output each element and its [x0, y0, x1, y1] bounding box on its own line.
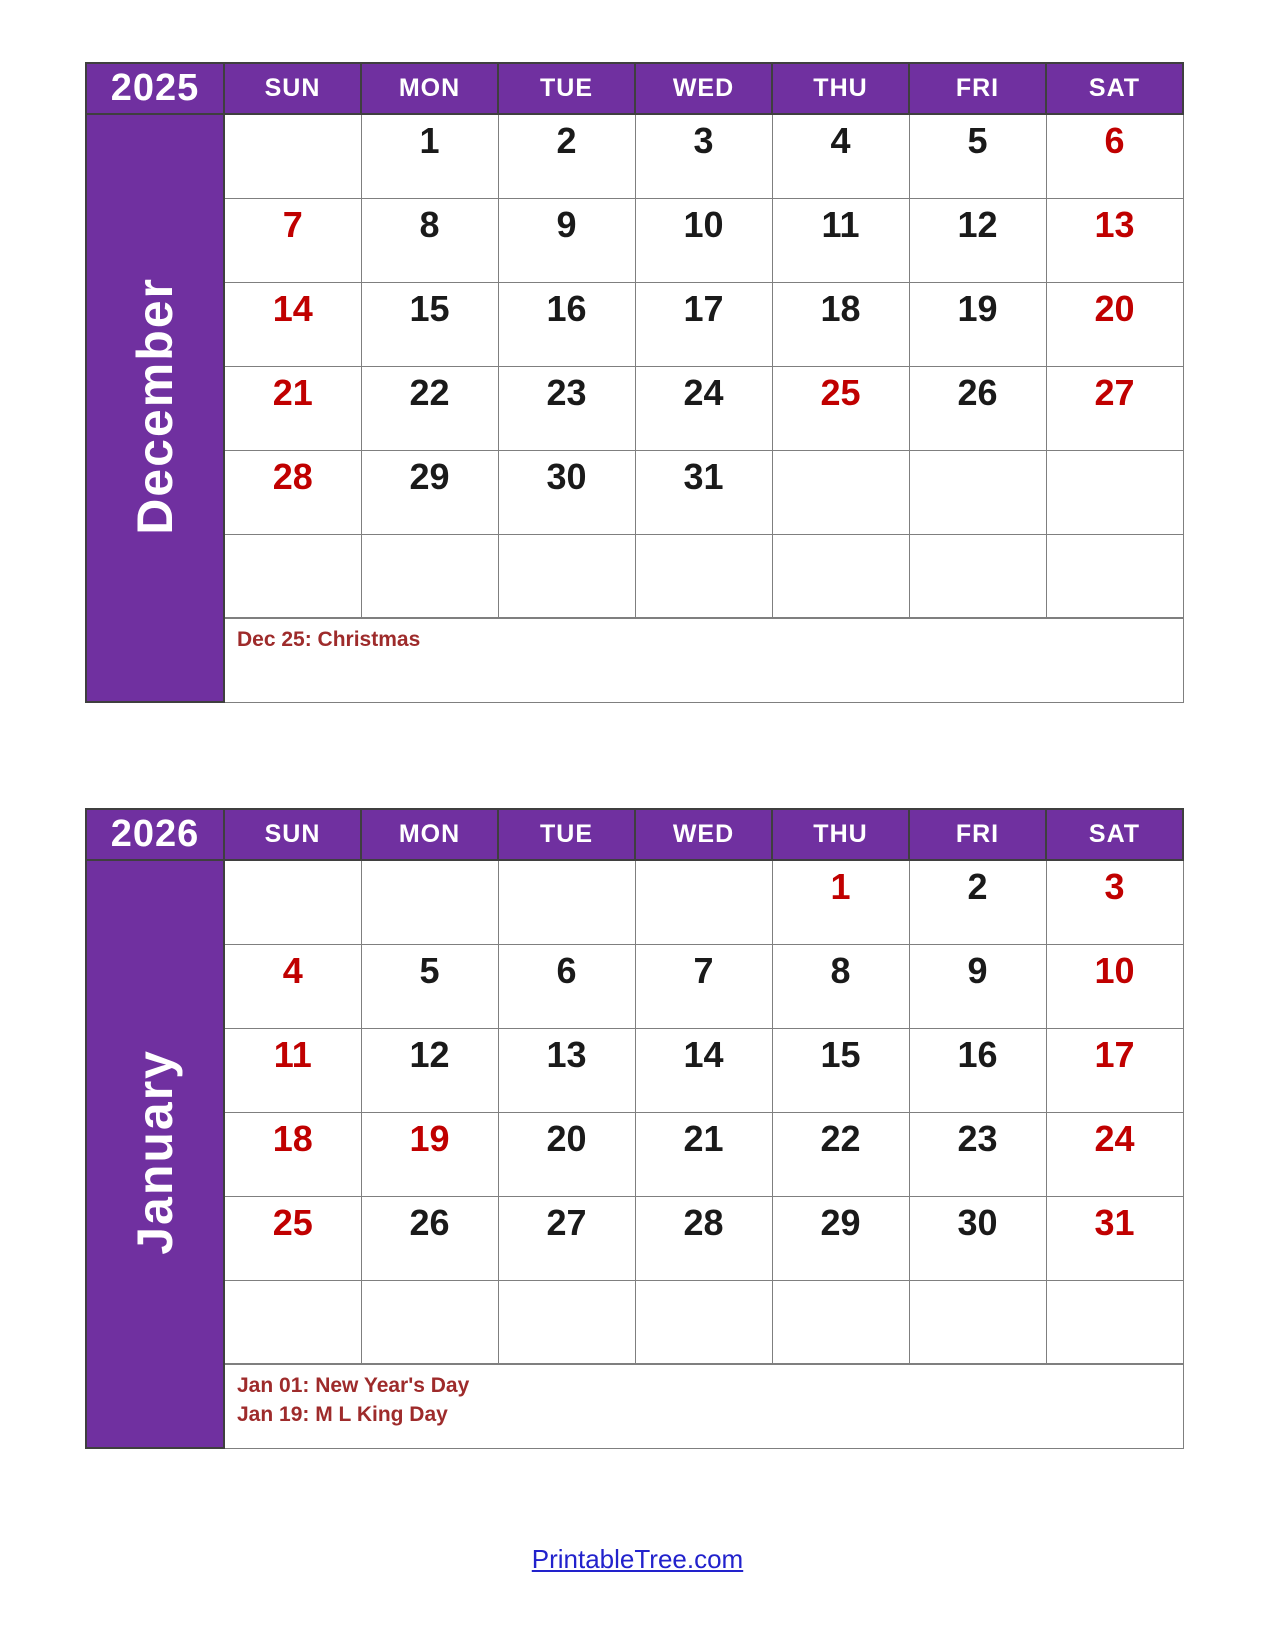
- month-band: [86, 114, 224, 702]
- date-cell: 1: [772, 860, 909, 944]
- date-cell: 7: [635, 944, 772, 1028]
- holiday-note: Jan 01: New Year's Day: [237, 1374, 470, 1397]
- date-cell: 10: [635, 198, 772, 282]
- date-cell: 25: [224, 1196, 361, 1280]
- date-cell: 17: [1046, 1028, 1183, 1112]
- weekday-header: SAT: [1046, 809, 1183, 860]
- weekday-header: MON: [361, 809, 498, 860]
- date-cell: 19: [909, 282, 1046, 366]
- week-row: [86, 1196, 1183, 1280]
- weekday-header: WED: [635, 63, 772, 114]
- empty-date-cell: [1046, 1280, 1183, 1364]
- weekday-header: TUE: [498, 63, 635, 114]
- date-cell: 22: [361, 366, 498, 450]
- date-cell: 14: [224, 282, 361, 366]
- holiday-note: Dec 25: Christmas: [237, 628, 421, 651]
- holiday-note: Jan 19: M L King Day: [237, 1403, 448, 1427]
- date-cell: 5: [361, 944, 498, 1028]
- holiday-notes-cell: [224, 1364, 1183, 1448]
- weekday-header: WED: [635, 809, 772, 860]
- holiday-notes-row: [86, 1364, 1183, 1448]
- empty-date-cell: [224, 534, 361, 618]
- date-cell: 18: [224, 1112, 361, 1196]
- date-cell: 29: [361, 450, 498, 534]
- empty-date-cell: [772, 1280, 909, 1364]
- footer-link[interactable]: PrintableTree.com: [531, 1544, 744, 1574]
- date-cell: 31: [635, 450, 772, 534]
- empty-date-cell: [224, 860, 361, 944]
- date-cell: 21: [635, 1112, 772, 1196]
- date-cell: 12: [909, 198, 1046, 282]
- date-cell: 3: [1046, 860, 1183, 944]
- weekday-header: SUN: [224, 809, 361, 860]
- date-cell: 24: [1046, 1112, 1183, 1196]
- empty-date-cell: [635, 534, 772, 618]
- date-cell: 27: [1046, 366, 1183, 450]
- empty-date-cell: [909, 450, 1046, 534]
- empty-date-cell: [772, 450, 909, 534]
- calendar-section-january-2026: [0, 808, 1275, 1449]
- date-cell: 18: [772, 282, 909, 366]
- calendar-table: [85, 808, 1184, 1449]
- empty-date-cell: [361, 860, 498, 944]
- date-cell: 29: [772, 1196, 909, 1280]
- date-cell: 31: [1046, 1196, 1183, 1280]
- week-row: [86, 114, 1183, 198]
- date-cell: 9: [909, 944, 1046, 1028]
- date-cell: 7: [224, 198, 361, 282]
- date-cell: 16: [909, 1028, 1046, 1112]
- empty-date-cell: [361, 534, 498, 618]
- date-cell: 23: [498, 366, 635, 450]
- date-cell: 1: [361, 114, 498, 198]
- date-cell: 2: [498, 114, 635, 198]
- weekday-header-row: [86, 63, 1183, 114]
- date-cell: 11: [772, 198, 909, 282]
- date-cell: 9: [498, 198, 635, 282]
- calendar-table: [85, 62, 1184, 703]
- empty-date-cell: [224, 1280, 361, 1364]
- date-cell: 11: [224, 1028, 361, 1112]
- weekday-header: SAT: [1046, 63, 1183, 114]
- date-cell: 24: [635, 366, 772, 450]
- date-cell: 6: [1046, 114, 1183, 198]
- date-cell: 5: [909, 114, 1046, 198]
- month-band: [86, 860, 224, 1448]
- week-row: [86, 282, 1183, 366]
- week-row: [86, 450, 1183, 534]
- calendar-section-december-2025: [0, 62, 1275, 703]
- date-cell: 23: [909, 1112, 1046, 1196]
- month-name-label: January: [127, 1048, 183, 1255]
- date-cell: 30: [498, 450, 635, 534]
- empty-date-cell: [224, 114, 361, 198]
- date-cell: 20: [1046, 282, 1183, 366]
- weekday-header: FRI: [909, 809, 1046, 860]
- date-cell: 15: [772, 1028, 909, 1112]
- date-cell: 20: [498, 1112, 635, 1196]
- empty-date-cell: [909, 1280, 1046, 1364]
- empty-date-cell: [1046, 534, 1183, 618]
- date-cell: 13: [498, 1028, 635, 1112]
- calendar-body: [86, 860, 1183, 1448]
- date-cell: 15: [361, 282, 498, 366]
- weekday-header: SUN: [224, 63, 361, 114]
- weekday-header: THU: [772, 63, 909, 114]
- week-row: [86, 534, 1183, 618]
- year-label: 2026: [86, 809, 224, 860]
- date-cell: 17: [635, 282, 772, 366]
- date-cell: 16: [498, 282, 635, 366]
- date-cell: 14: [635, 1028, 772, 1112]
- date-cell: 10: [1046, 944, 1183, 1028]
- date-cell: 28: [635, 1196, 772, 1280]
- date-cell: 12: [361, 1028, 498, 1112]
- date-cell: 19: [361, 1112, 498, 1196]
- weekday-header: THU: [772, 809, 909, 860]
- empty-date-cell: [772, 534, 909, 618]
- date-cell: 4: [772, 114, 909, 198]
- week-row: [86, 944, 1183, 1028]
- week-row: [86, 860, 1183, 944]
- empty-date-cell: [361, 1280, 498, 1364]
- date-cell: 26: [909, 366, 1046, 450]
- date-cell: 8: [772, 944, 909, 1028]
- date-cell: 2: [909, 860, 1046, 944]
- holiday-notes-cell: [224, 618, 1183, 702]
- week-row: [86, 1028, 1183, 1112]
- holiday-notes-row: [86, 618, 1183, 702]
- date-cell: 30: [909, 1196, 1046, 1280]
- empty-date-cell: [1046, 450, 1183, 534]
- empty-date-cell: [498, 1280, 635, 1364]
- week-row: [86, 198, 1183, 282]
- week-row: [86, 366, 1183, 450]
- date-cell: 27: [498, 1196, 635, 1280]
- date-cell: 26: [361, 1196, 498, 1280]
- date-cell: 22: [772, 1112, 909, 1196]
- year-label: 2025: [86, 63, 224, 114]
- week-row: [86, 1112, 1183, 1196]
- weekday-header: MON: [361, 63, 498, 114]
- month-name-label: December: [127, 276, 183, 535]
- date-cell: 4: [224, 944, 361, 1028]
- weekday-header-row: [86, 809, 1183, 860]
- empty-date-cell: [498, 534, 635, 618]
- empty-date-cell: [635, 860, 772, 944]
- date-cell: 13: [1046, 198, 1183, 282]
- weekday-header: FRI: [909, 63, 1046, 114]
- date-cell: 25: [772, 366, 909, 450]
- empty-date-cell: [635, 1280, 772, 1364]
- footer: [0, 1544, 1275, 1575]
- date-cell: 8: [361, 198, 498, 282]
- empty-date-cell: [909, 534, 1046, 618]
- empty-date-cell: [498, 860, 635, 944]
- weekday-header: TUE: [498, 809, 635, 860]
- date-cell: 3: [635, 114, 772, 198]
- date-cell: 28: [224, 450, 361, 534]
- date-cell: 6: [498, 944, 635, 1028]
- week-row: [86, 1280, 1183, 1364]
- calendar-body: [86, 114, 1183, 702]
- date-cell: 21: [224, 366, 361, 450]
